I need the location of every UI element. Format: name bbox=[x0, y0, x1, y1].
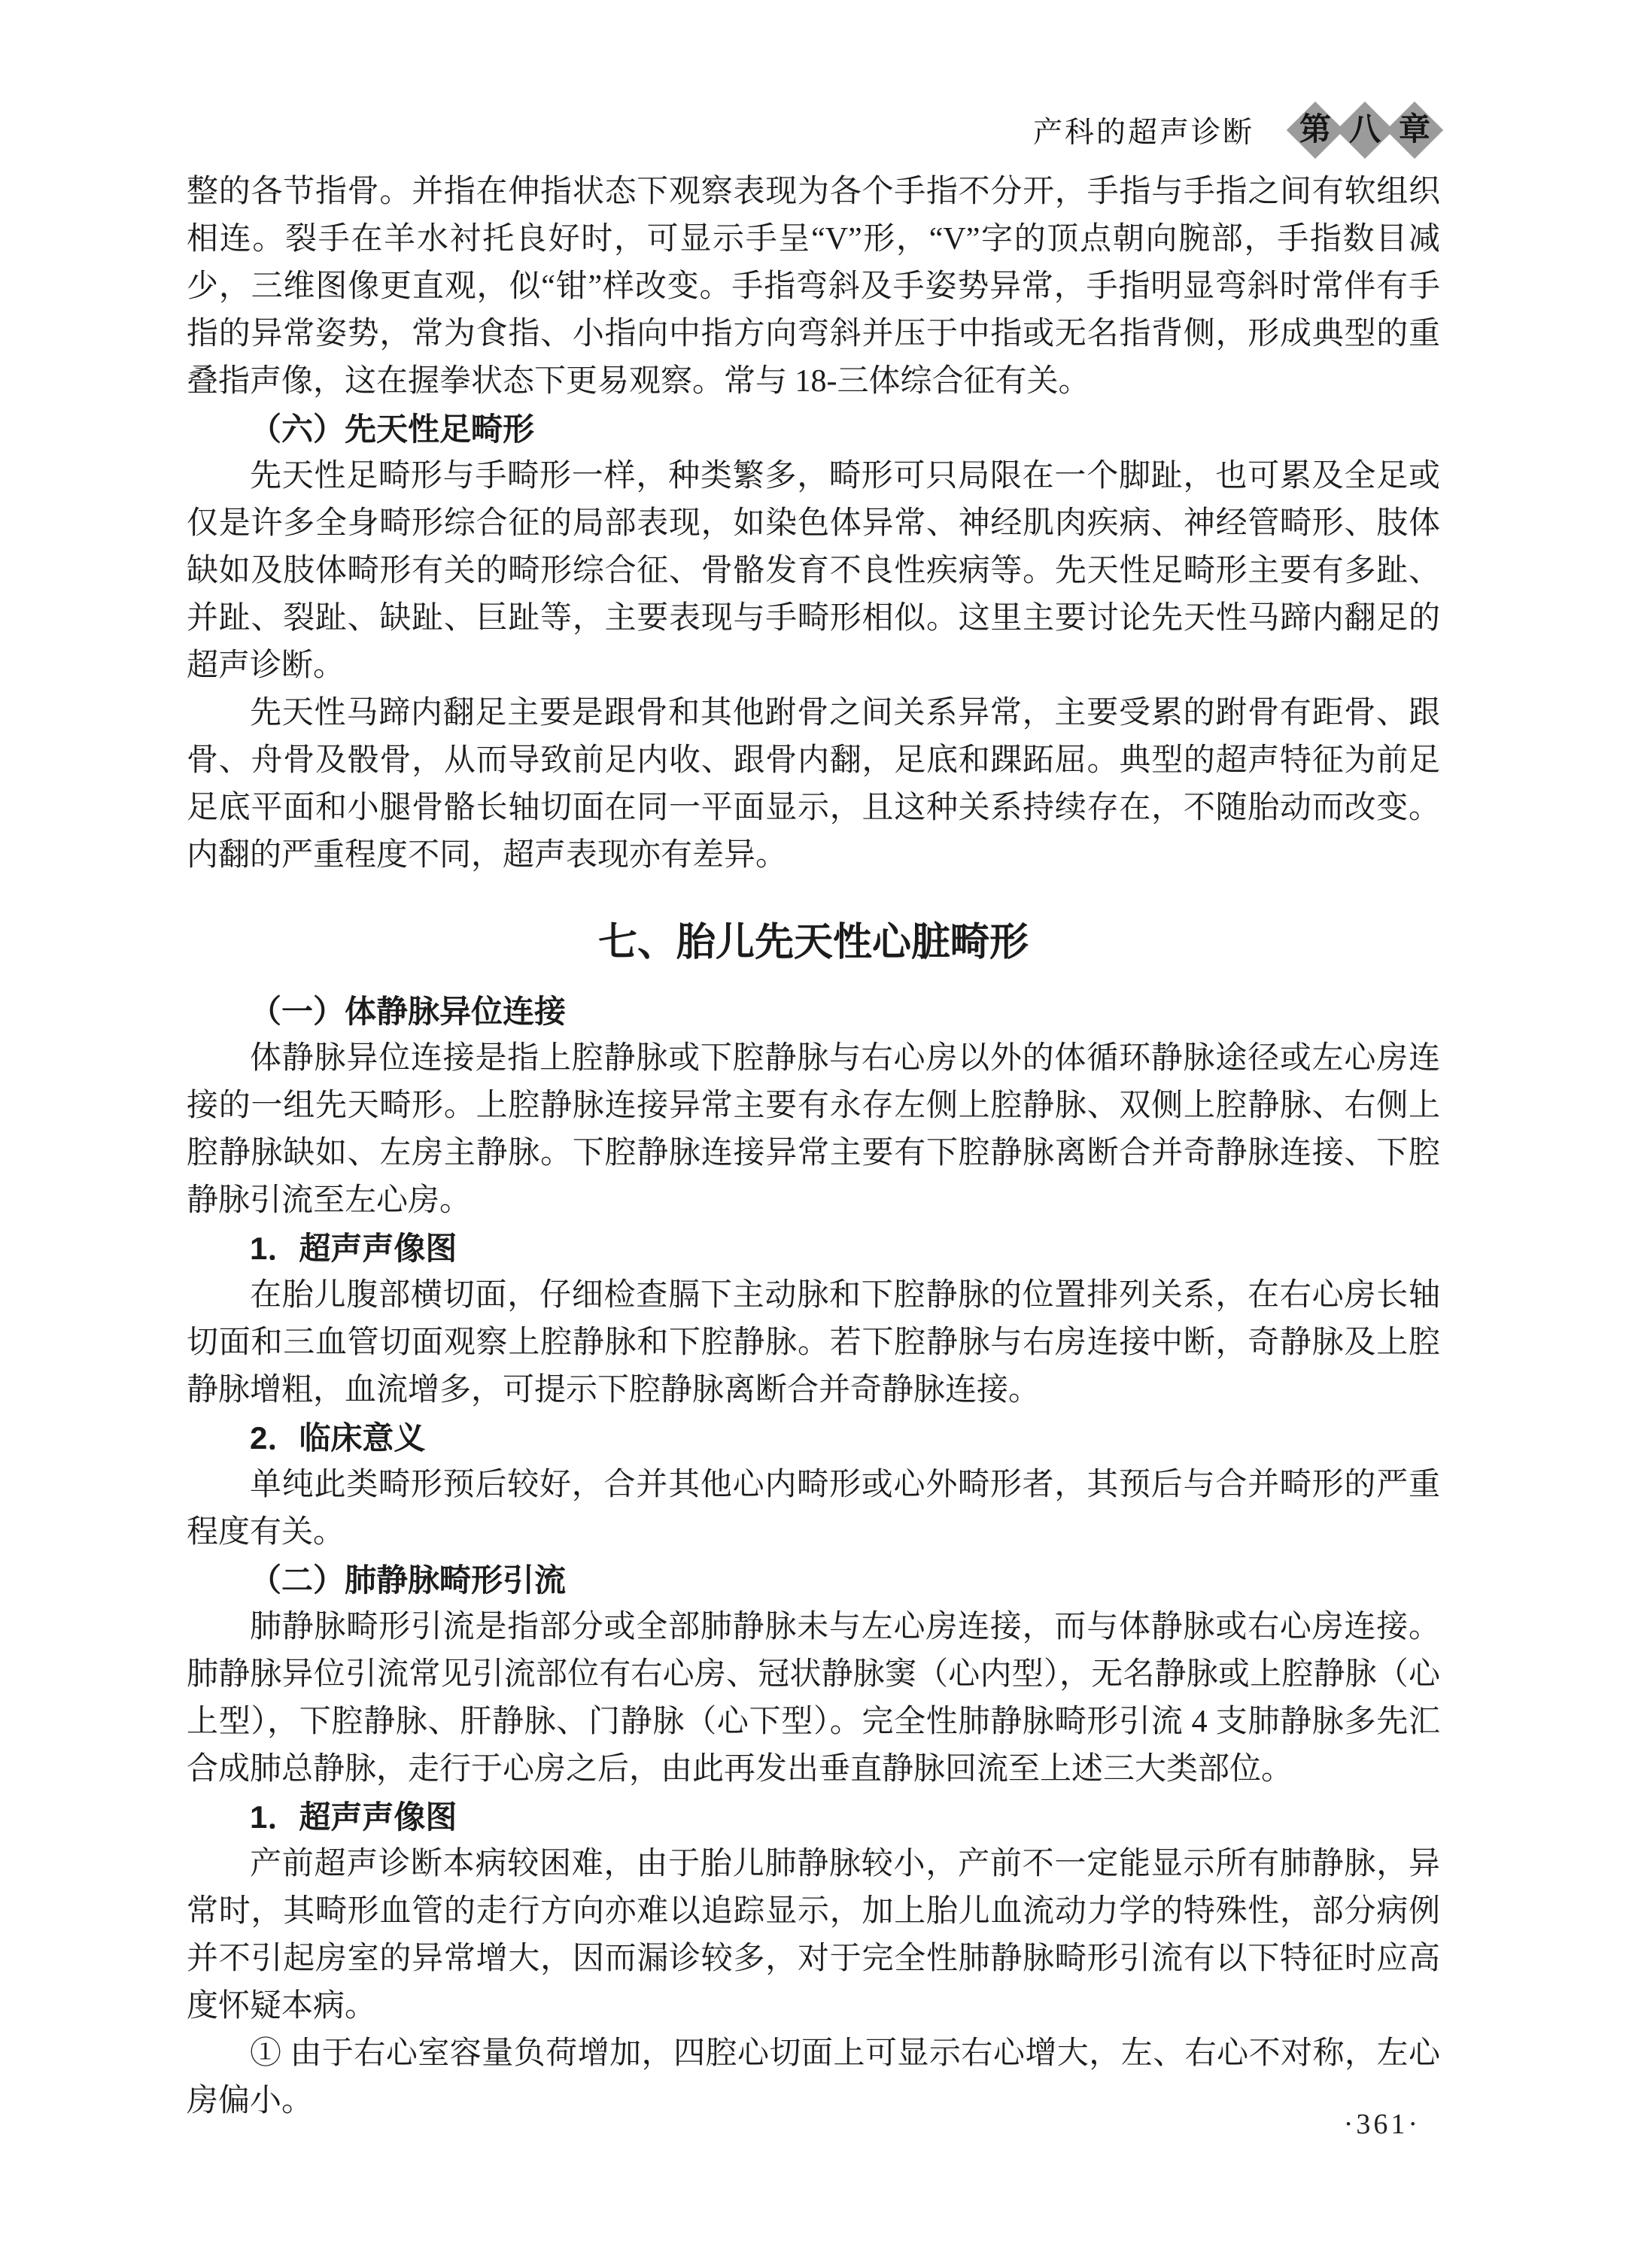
subsection-heading-two-pulmonary-venous-drainage: （二）肺静脉畸形引流 bbox=[250, 1562, 567, 1598]
chapter-badge-char: 第 bbox=[1299, 113, 1331, 147]
paragraph: 先天性马蹄内翻足主要是跟骨和其他跗骨之间关系异常，主要受累的跗骨有距骨、跟骨、舟骨及骰骨，从而导致前足内收、跟骨内翻，足底和踝跖屈。典型的超声特征为前足足底平面和小腿骨骼长轴切面在同一平面显示，且这种关系持续存在，不随胎动而改变。内翻的严重程度不同，超声表现亦有差异。 bbox=[187, 696, 1440, 873]
paragraph: 体静脉异位连接是指上腔静脉或下腔静脉与右心房以外的体循环静脉途径或左心房连接的一组先天畸形。上腔静脉连接异常主要有永存左侧上腔静脉、双侧上腔静脉、右侧上腔静脉缺如、左房主静脉。下腔静脉连接异常主要有下腔静脉离断合并奇静脉连接、下腔静脉引流至左心房。 bbox=[187, 1041, 1440, 1218]
paragraph: 单纯此类畸形预后较好，合并其他心内畸形或心外畸形者，其预后与合并畸形的严重程度有关。 bbox=[187, 1468, 1440, 1550]
paragraph: 产前超声诊断本病较困难，由于胎儿肺静脉较小，产前不一定能显示所有肺静脉，异常时，其畸形血管的走行方向亦难以追踪显示，加上胎儿血流动力学的特殊性，部分病例并不引起房室的异常增大，因而漏诊较多，对于完全性肺静脉畸形引流有以下特征时应高度怀疑本病。 bbox=[187, 1847, 1440, 2024]
paragraph: 先天性足畸形与手畸形一样，种类繁多，畸形可只局限在一个脚趾，也可累及全足或仅是许多全身畸形综合征的局部表现，如染色体异常、神经肌肉疾病、神经管畸形、肢体缺如及肢体畸形有关的畸形综合征、骨骼发育不良性疾病等。先天性足畸形主要有多趾、并趾、裂趾、缺趾、巨趾等，主要表现与手畸形相似。这里主要讨论先天性马蹄内翻足的超声诊断。 bbox=[187, 459, 1440, 683]
paragraph: 在胎儿腹部横切面，仔细检查膈下主动脉和下腔静脉的位置排列关系，在右心房长轴切面和三血管切面观察上腔静脉和下腔静脉。若下腔静脉与右房连接中断，奇静脉及上腔静脉增粗，血流增多，可提示下腔静脉离断合并奇静脉连接。 bbox=[187, 1278, 1440, 1407]
subsection-heading-six-foot-deformity: （六）先天性足畸形 bbox=[250, 411, 535, 447]
subsection-heading-one-systemic-venous-connection: （一）体静脉异位连接 bbox=[250, 994, 567, 1029]
chapter-badge-char: 章 bbox=[1398, 113, 1430, 147]
chapter-badge-char: 八 bbox=[1348, 113, 1381, 147]
paragraph-item-circled-one: ① 由于右心室容量负荷增加，四腔心切面上可显示右心增大，左、右心不对称，左心房偏小。 bbox=[187, 2036, 1440, 2118]
running-header bbox=[1033, 101, 1444, 159]
chapter-badge bbox=[1286, 101, 1444, 159]
numbered-heading-ultrasound-appearance: 1．超声声像图 bbox=[250, 1799, 457, 1835]
section-heading-fetal-congenital-heart-malformation: 七、胎儿先天性心脏畸形 bbox=[597, 921, 1029, 964]
numbered-heading-clinical-significance: 2．临床意义 bbox=[250, 1420, 426, 1456]
page-number: ·361· bbox=[1343, 2109, 1421, 2140]
paragraph: 肺静脉畸形引流是指部分或全部肺静脉未与左心房连接，而与体静脉或右心房连接。肺静脉异位引流常见引流部位有右心房、冠状静脉窦（心内型），无名静脉或上腔静脉（心上型），下腔静脉、肝静脉、门静脉（心下型）。完全性肺静脉畸形引流 4 支肺静脉多先汇合成肺总静脉，走行于心房之后，由此再发出垂直静脉回流至上述三大类部位。 bbox=[187, 1610, 1440, 1787]
page-body bbox=[187, 169, 1440, 2125]
running-head-title: 产科的超声诊断 bbox=[1032, 117, 1254, 149]
paragraph-continued: 整的各节指骨。并指在伸指状态下观察表现为各个手指不分开，手指与手指之间有软组织相连。裂手在羊水衬托良好时，可显示手呈“V”形，“V”字的顶点朝向腕部，手指数目减少，三维图像更直观，似“钳”样改变。手指弯斜及手姿势异常，手指明显弯斜时常伴有手指的异常姿势，常为食指、小指向中指方向弯斜并压于中指或无名指背侧，形成典型的重叠指声像，这在握拳状态下更易观察。常与 18-三体综合征有关。 bbox=[187, 175, 1440, 399]
numbered-heading-ultrasound-appearance: 1．超声声像图 bbox=[250, 1231, 457, 1266]
chapter-badge-item bbox=[1385, 101, 1444, 159]
page-footer bbox=[187, 2108, 1440, 2141]
